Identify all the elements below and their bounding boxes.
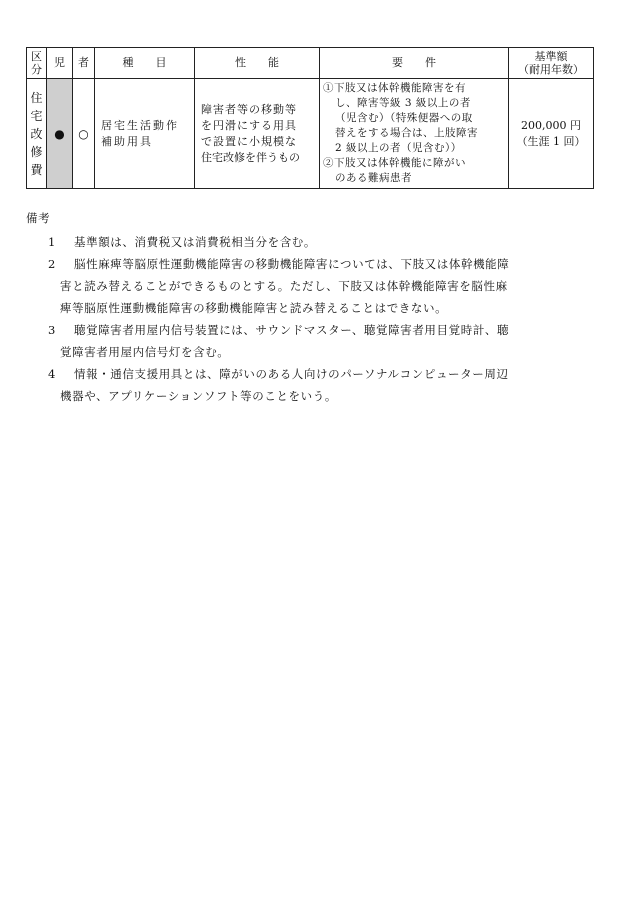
performance-cell bbox=[195, 79, 320, 189]
note-item bbox=[26, 363, 596, 407]
performance-line: を円滑にする用具 bbox=[201, 118, 297, 132]
header-category bbox=[27, 48, 47, 79]
header-base-amount-line2: （耐用年数） bbox=[518, 63, 584, 76]
header-category-label: 区分 bbox=[31, 50, 42, 76]
note-number: 3 bbox=[48, 323, 56, 337]
note-line: 情報・通信支援用具とは、障がいのある人向けのパーソナルコンピューター周辺 bbox=[74, 367, 509, 381]
base-amount-lifespan: （生涯 1 回） bbox=[516, 134, 586, 148]
header-requirements: 要 件 bbox=[320, 48, 509, 79]
requirement-line: （児含む）（特殊便器への取 bbox=[335, 112, 473, 124]
note-text bbox=[60, 319, 596, 363]
requirement-line: 2 級以上の者（児含む）） bbox=[335, 142, 462, 154]
category-char: 費 bbox=[30, 162, 43, 177]
requirement-line: ②下肢又は体幹機能に障がい bbox=[323, 157, 466, 169]
category-char: 改 bbox=[30, 126, 43, 141]
note-number: 2 bbox=[48, 257, 56, 271]
table-row bbox=[27, 79, 594, 189]
header-base-amount-line1: 基準額 bbox=[534, 50, 568, 63]
note-text bbox=[60, 253, 596, 319]
note-line: 脳性麻痺等脳原性運動機能障害の移動機能障害については、下肢又は体幹機能障 bbox=[74, 257, 510, 271]
note-line: 機器や、アプリケーションソフト等のことをいう。 bbox=[60, 389, 337, 403]
open-circle-icon: ○ bbox=[78, 126, 89, 141]
base-amount-price: 200,000 円 bbox=[521, 118, 581, 132]
header-child: 児 bbox=[47, 48, 73, 79]
note-line: 覚障害者用屋内信号灯を含む。 bbox=[60, 345, 230, 359]
note-text bbox=[60, 231, 596, 253]
note-line: 痺等脳原性運動機能障害の移動機能障害と読み替えることはできない。 bbox=[60, 301, 448, 315]
performance-line: 住宅改修を伴うもの bbox=[201, 150, 300, 164]
note-number: 1 bbox=[48, 235, 56, 249]
person-mark-cell bbox=[73, 79, 95, 189]
table-header-row bbox=[27, 48, 594, 79]
header-performance: 性 能 bbox=[195, 48, 320, 79]
requirements-cell bbox=[320, 79, 509, 189]
requirement-line: し、障害等級 3 級以上の者 bbox=[335, 97, 471, 109]
item-line: 補助用具 bbox=[101, 134, 153, 148]
note-item bbox=[26, 253, 596, 319]
performance-line: 障害者等の移動等 bbox=[201, 102, 297, 116]
item-line: 居宅生活動作 bbox=[101, 118, 179, 132]
child-mark-cell bbox=[47, 79, 73, 189]
filled-circle-icon: ● bbox=[54, 126, 65, 141]
note-line: 聴覚障害者用屋内信号装置には、サウンドマスター、聴覚障害者用目覚時計、聴 bbox=[74, 323, 510, 337]
header-person: 者 bbox=[73, 48, 95, 79]
note-number: 4 bbox=[48, 367, 56, 381]
notes-section bbox=[26, 207, 596, 407]
note-item bbox=[26, 319, 596, 363]
note-line: 基準額は、消費税又は消費税相当分を含む。 bbox=[74, 235, 316, 249]
header-base-amount bbox=[509, 48, 594, 79]
requirement-line: 替えをする場合は、上肢障害 bbox=[335, 127, 478, 139]
equipment-spec-table bbox=[26, 47, 594, 189]
category-cell bbox=[27, 79, 47, 189]
performance-line: で設置に小規模な bbox=[201, 134, 297, 148]
note-text bbox=[60, 363, 596, 407]
note-line: 害と読み替えることができるものとする。ただし、下肢又は体幹機能障害を脳性麻 bbox=[60, 279, 508, 293]
base-amount-cell bbox=[509, 79, 594, 189]
item-cell bbox=[95, 79, 195, 189]
requirement-line: ①下肢又は体幹機能障害を有 bbox=[323, 82, 466, 94]
category-char: 修 bbox=[30, 144, 43, 159]
notes-title: 備考 bbox=[26, 211, 51, 225]
category-char: 宅 bbox=[30, 108, 43, 123]
category-char: 住 bbox=[30, 90, 43, 105]
note-item bbox=[26, 231, 596, 253]
requirement-line: のある難病患者 bbox=[335, 172, 412, 184]
header-item: 種 目 bbox=[95, 48, 195, 79]
